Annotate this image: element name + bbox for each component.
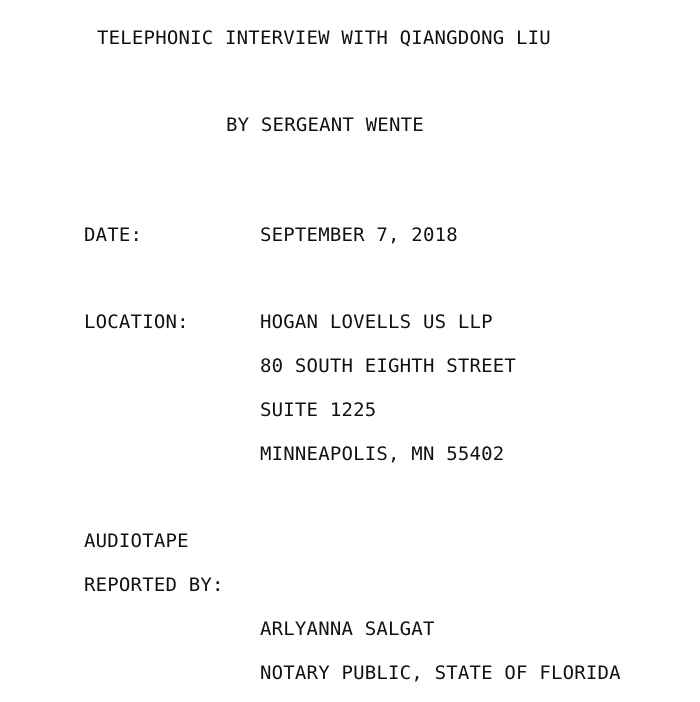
interviewer-byline: BY SERGEANT WENTE — [226, 114, 424, 136]
audiotape-label: AUDIOTAPE — [84, 530, 189, 552]
reported-by-label: REPORTED BY: — [84, 574, 224, 596]
location-line: MINNEAPOLIS, MN 55402 — [260, 443, 505, 465]
location-line: SUITE 1225 — [260, 399, 377, 421]
location-line: HOGAN LOVELLS US LLP — [260, 311, 493, 333]
location-label: LOCATION: — [84, 311, 189, 333]
date-value: SEPTEMBER 7, 2018 — [260, 224, 458, 246]
date-label: DATE: — [84, 224, 143, 246]
document-title: TELEPHONIC INTERVIEW WITH QIANGDONG LIU — [97, 27, 551, 49]
reporter-title: NOTARY PUBLIC, STATE OF FLORIDA — [260, 662, 621, 684]
reporter-name: ARLYANNA SALGAT — [260, 618, 435, 640]
location-line: 80 SOUTH EIGHTH STREET — [260, 355, 517, 377]
